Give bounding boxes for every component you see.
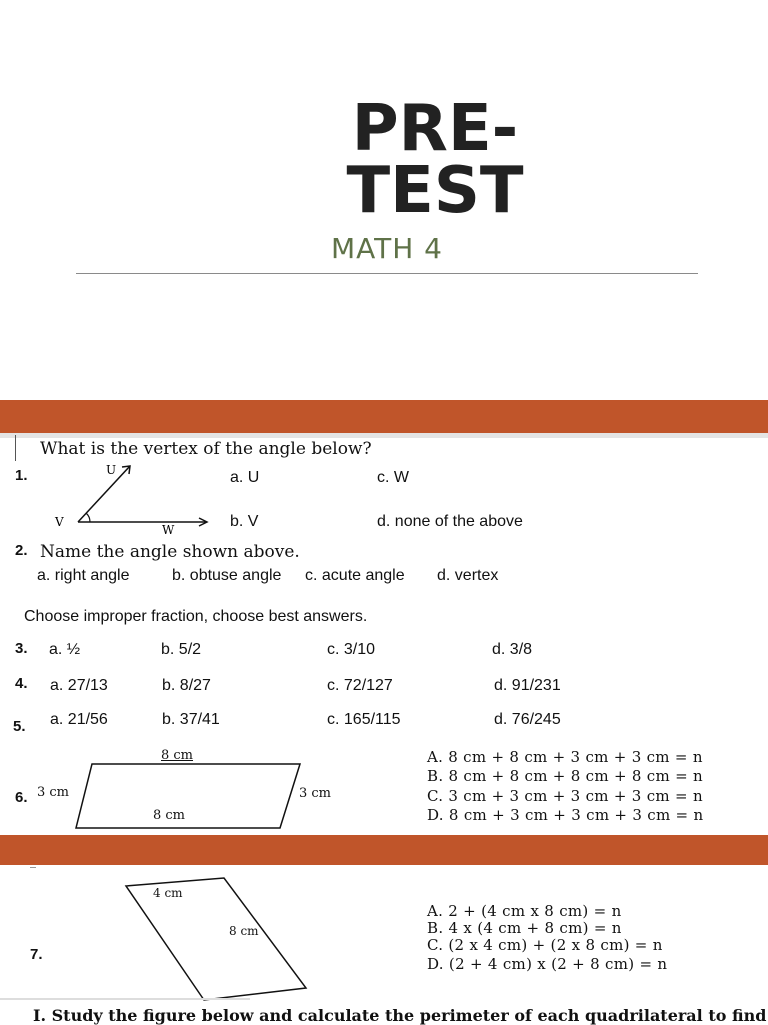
angle-arc [86,513,90,522]
q3-option-d: d. 3/8 [492,641,533,658]
q1-option-d: d. none of the above [377,513,523,530]
q5-option-c: c. 165/115 [327,711,401,728]
q6-number: 6. [15,789,28,806]
slide-subtitle: MATH 4 [330,232,443,265]
q2-option-a: a. right angle [37,567,130,584]
q1-angle-diagram [50,458,220,538]
q6-option-c: C. 3 cm + 3 cm + 3 cm + 3 cm = n [427,787,703,805]
fraction-instruction: Choose improper fraction, choose best answers. [24,608,368,625]
title-divider [76,273,698,274]
q6-label-top: 8 cm [161,748,194,763]
q5-option-d: d. 76/245 [494,711,561,728]
q6-label-left: 3 cm [37,785,70,800]
q7-option-b: B. 4 x (4 cm + 8 cm) = n [427,919,622,937]
q4-number: 4. [15,675,28,692]
q6-option-a: A. 8 cm + 8 cm + 3 cm + 3 cm = n [427,748,703,766]
parallelogram-shape [76,764,300,828]
q7-option-a: A. 2 + (4 cm x 8 cm) = n [427,902,622,920]
q4-option-d: d. 91/231 [494,677,561,694]
band-shadow [0,433,768,438]
q3-option-c: c. 3/10 [327,641,376,658]
label-w: W [162,523,175,537]
q2-text: Name the angle shown above. [40,542,300,562]
q1-number: 1. [15,467,28,484]
q1-option-c: c. W [377,469,409,486]
q3-option-a: a. ½ [49,641,81,658]
page-break-mark [30,867,36,868]
q7-number: 7. [30,946,43,963]
q5-number: 5. [13,718,26,735]
q7-label-top: 4 cm [153,886,183,900]
middle-band [0,835,768,865]
q6-label-right: 3 cm [299,786,332,801]
footer-instruction: I. Study the figure below and calculate the perimeter of each quadrilateral to find [33,1006,767,1025]
q4-option-a: a. 27/13 [50,677,108,694]
q7-option-c: C. (2 x 4 cm) + (2 x 8 cm) = n [427,936,663,954]
question-header: What is the vertex of the angle below? [40,439,372,459]
q1-option-a: a. U [230,469,260,486]
q6-parallelogram [74,760,304,832]
q2-number: 2. [15,542,28,559]
slide-title-line1: PRE- [351,92,519,166]
q2-option-c: c. acute angle [305,567,405,584]
q5-option-a: a. 21/56 [50,711,108,728]
label-v: V [55,515,64,529]
faint-divider [0,998,250,1000]
label-u: U [106,463,117,477]
q6-option-d: D. 8 cm + 3 cm + 3 cm + 3 cm = n [427,806,704,824]
page-margin-mark [15,435,16,461]
top-band [0,400,768,433]
q7-option-d: D. (2 + 4 cm) x (2 + 8 cm) = n [427,955,668,973]
q7-label-side: 8 cm [229,924,259,938]
q6-option-b: B. 8 cm + 8 cm + 8 cm + 8 cm = n [427,767,703,785]
q6-label-bottom: 8 cm [153,808,186,823]
q3-option-b: b. 5/2 [161,641,202,658]
q4-option-c: c. 72/127 [327,677,393,694]
q2-option-d: d. vertex [437,567,499,584]
slide-title-line2: TEST [346,154,524,228]
q7-parallelogram [120,870,310,1005]
q3-number: 3. [15,640,28,657]
q2-option-b: b. obtuse angle [172,567,282,584]
q4-option-b: b. 8/27 [162,677,211,694]
q1-option-b: b. V [230,513,259,530]
q5-option-b: b. 37/41 [162,711,220,728]
